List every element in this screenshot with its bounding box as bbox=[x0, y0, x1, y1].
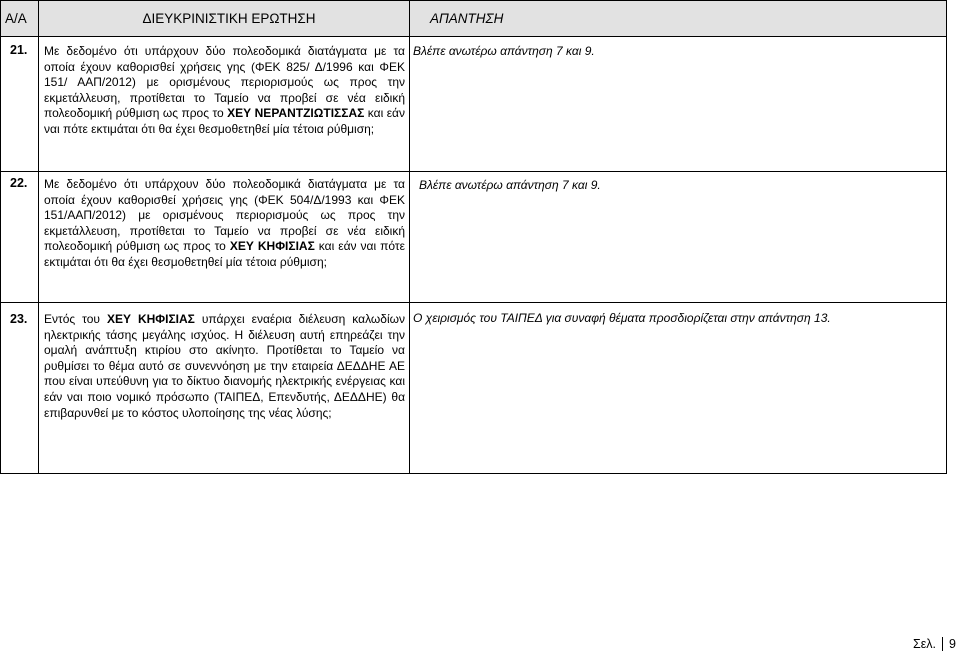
answer-cell bbox=[410, 172, 947, 302]
question-text: Εντός του ΧΕΥ ΚΗΦΙΣΙΑΣ υπάρχει εναέρια διέλευση καλωδίων ηλεκτρικής τάσης μεγάλης ισχύος. Η διέλευση αυτή επηρεάζει την ομαλή ανάπτυξη κτιρίου στο ακίνητο. Προτίθεται το Ταμείο να ρυθμίσει το θέμα αυτό σε συνεννόηση με την εταιρεία ΔΕΔΔΗΕ ΑΕ που είναι υπεύθυνη για το δίκτυο διανομής ηλεκτρικής ενέργειας και εάν ναι ποιο νομικό πρόσωπο (ΤΑΙΠΕΔ, Επενδυτής, ΔΕΔΔΗΕ) θα επιβαρυνθεί με το κόστος υλοποίησης της νέας λύσης; bbox=[39, 303, 410, 473]
header-question: ΔΙΕΥΚΡΙΝΙΣΤΙΚΗ ΕΡΩΤΗΣΗ bbox=[39, 1, 410, 36]
page-label: Σελ. bbox=[913, 637, 937, 651]
row-number: 22. bbox=[1, 172, 39, 302]
question-highlight: ΧΕΥ ΚΗΦΙΣΙΑΣ bbox=[106, 312, 195, 326]
question-highlight: ΧΕΥ ΝΕΡΑΝΤΖΙΩΤΙΣΣΑΣ bbox=[227, 106, 365, 121]
page-number: 9 bbox=[949, 637, 956, 651]
page-footer bbox=[913, 637, 956, 651]
table-row bbox=[1, 36, 947, 171]
row-number: 21. bbox=[1, 37, 39, 171]
question-text: Με δεδομένο ότι υπάρχουν δύο πολεοδομικά διατάγματα με τα οποία έχουν καθορισθεί χρήσεις γης (ΦΕΚ 825/ Δ/1996 και ΦΕΚ 151/ ΑΑΠ/2012) με ορισμένους περιορισμούς ως προς την εκμετάλλευση, προτίθεται το Ταμείο να προβεί σε νέα ειδική πολεοδομική ρύθμιση ως προς το ΧΕΥ ΝΕΡΑΝΤΖΙΩΤΙΣΣΑΣ και εάν ναι πότε εκτιμάται ότι θα έχει θεσμοθετηθεί μία τέτοια ρύθμιση; bbox=[39, 37, 410, 171]
header-num: Α/Α bbox=[1, 1, 39, 36]
question-text: Με δεδομένο ότι υπάρχουν δύο πολεοδομικά διατάγματα με τα οποία έχουν καθορισθεί χρήσεις γης (ΦΕΚ 504/Δ/1993 και ΦΕΚ 151/ΑΑΠ/2012) με ορισμένους περιορισμούς ως προς την εκμετάλλευση, προτίθεται το Ταμείο να προβεί σε νέα ειδική πολεοδομική ρύθμιση ως προς το ΧΕΥ ΚΗΦΙΣΙΑΣ και εάν ναι πότε εκτιμάται ότι θα έχει θεσμοθετηθεί μία τέτοια ρύθμιση; bbox=[39, 172, 410, 302]
header-answer: ΑΠΑΝΤΗΣΗ bbox=[410, 1, 947, 36]
question-highlight: ΧΕΥ ΚΗΦΙΣΙΑΣ bbox=[229, 239, 315, 254]
answer-cell bbox=[410, 37, 947, 171]
row-number: 23. bbox=[1, 303, 39, 473]
answer-text: Βλέπε ανωτέρω απάντηση 7 και 9. bbox=[413, 44, 595, 58]
answer-cell bbox=[410, 303, 947, 473]
answer-text: Ο χειρισμός του ΤΑΙΠΕΔ για συναφή θέματα προσδιορίζεται στην απάντηση 13. bbox=[413, 311, 831, 325]
table-row bbox=[1, 171, 947, 302]
table-row bbox=[1, 302, 947, 473]
answer-text: Βλέπε ανωτέρω απάντηση 7 και 9. bbox=[419, 178, 601, 192]
page-separator bbox=[942, 637, 943, 651]
table-header bbox=[1, 0, 947, 36]
